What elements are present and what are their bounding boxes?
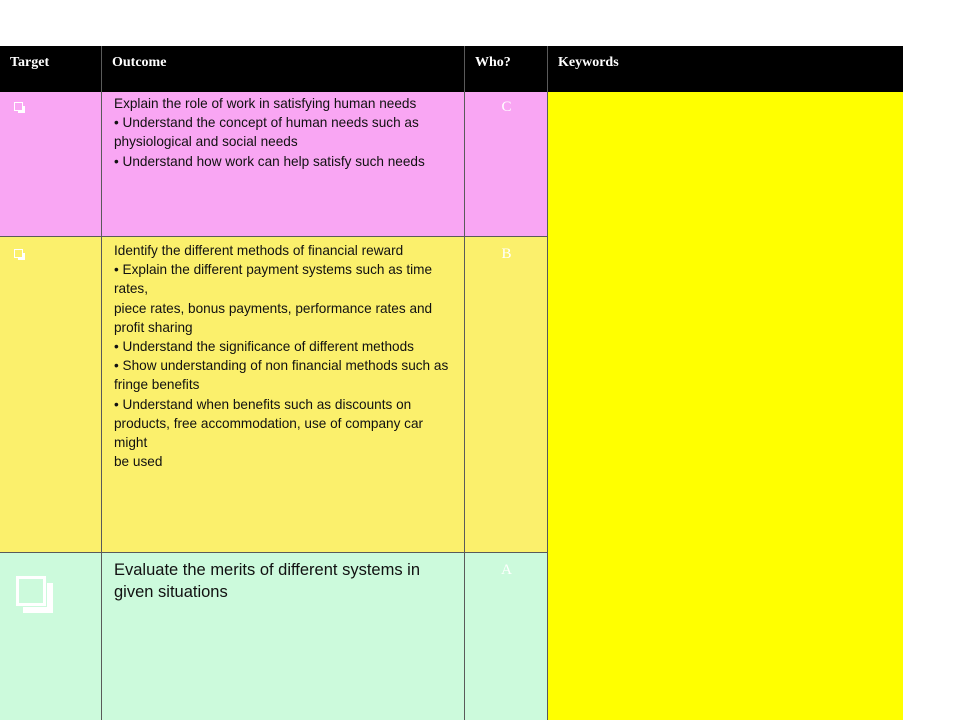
column-divider <box>101 46 102 720</box>
row-1-outcome <box>102 92 465 236</box>
row-divider <box>0 552 548 553</box>
row-1-who: C <box>465 92 548 236</box>
row-2-target-cell <box>0 236 102 552</box>
row-3-target-cell <box>0 552 102 720</box>
outcome-line: piece rates, bonus payments, performance rates and <box>114 300 433 316</box>
row-divider <box>0 236 548 237</box>
row-3-outcome <box>102 552 465 720</box>
outcome-line: • Understand when benefits such as discounts on <box>114 396 412 412</box>
header-who: Who? <box>465 46 548 92</box>
header-keywords: Keywords <box>548 46 903 92</box>
outcome-line: be used <box>114 454 163 470</box>
row-3-who: A <box>465 552 548 720</box>
outcome-line: physiological and social needs <box>114 134 298 150</box>
outcome-line: • Explain the different payment systems such as time rates, <box>114 262 433 297</box>
row-2-outcome <box>102 236 465 552</box>
outcome-line: • Show understanding of non financial methods such as <box>114 358 449 374</box>
outcome-line: products, free accommodation, use of company car might <box>114 415 424 451</box>
outcome-line: fringe benefits <box>114 377 200 393</box>
checkbox-icon <box>16 576 46 606</box>
header-target: Target <box>0 46 102 92</box>
checkbox-icon <box>14 102 23 111</box>
outcome-line: Evaluate the merits of different systems in given situations <box>114 561 420 601</box>
row-2-who: B <box>465 236 548 552</box>
column-divider <box>547 46 548 720</box>
keywords-cell <box>548 92 903 720</box>
checkbox-icon <box>14 249 23 258</box>
header-outcome: Outcome <box>102 46 465 92</box>
row-1-target-cell <box>0 92 102 236</box>
outcome-line: • Understand the concept of human needs such as <box>114 115 419 131</box>
outcome-line: Explain the role of work in satisfying human needs <box>114 96 417 111</box>
outcome-line: • Understand how work can help satisfy such needs <box>114 153 425 169</box>
outcome-line: profit sharing <box>114 319 193 335</box>
column-divider <box>464 46 465 720</box>
outcome-line: Identify the different methods of financial reward <box>114 243 404 258</box>
outcome-line: • Understand the significance of different methods <box>114 339 414 355</box>
